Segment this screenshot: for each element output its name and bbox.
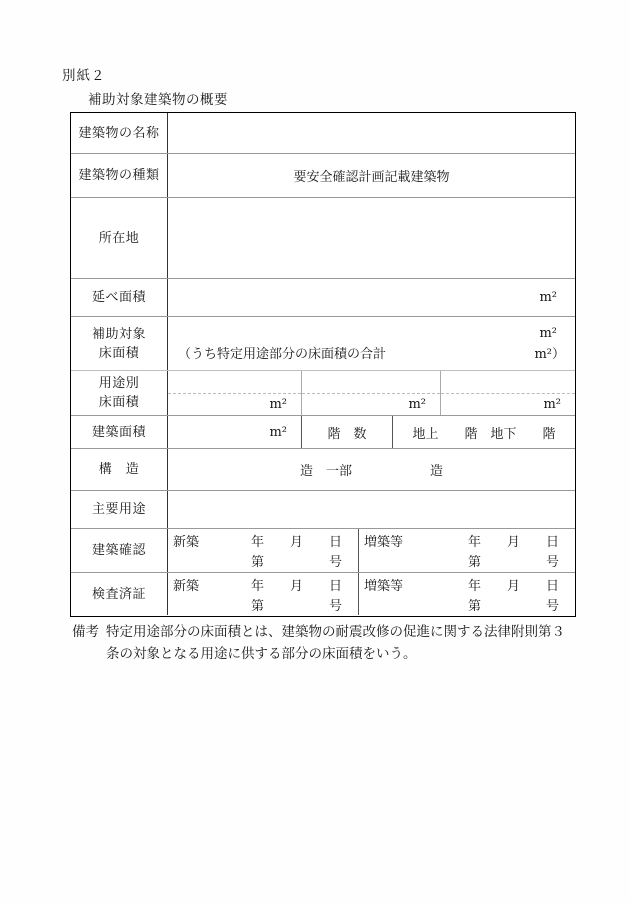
row-label-total-floor-area: 延べ面積 (71, 279, 168, 316)
inspection-extension (359, 573, 575, 615)
cell-floor-area-by-use (168, 371, 575, 415)
remarks-line-1: 特定用途部分の床面積とは、建築物の耐震改修の促進に関する法律附則第３ (106, 624, 565, 640)
row-building-area (71, 415, 575, 448)
month-label: 月 (289, 578, 303, 594)
row-structure (71, 448, 575, 490)
sqm-unit: m² (543, 396, 561, 412)
row-inspection-certificate (71, 572, 575, 615)
row-label-structure: 構 造 (71, 449, 168, 490)
day-label: 日 (328, 534, 342, 550)
remarks-line-2: 条の対象となる用途に供する部分の床面積をいう。 (106, 646, 417, 662)
building-summary-table (70, 112, 576, 617)
cell-building-name (168, 113, 575, 153)
row-building-name (71, 113, 575, 153)
sqm-unit: m² (408, 396, 426, 412)
year-label: 年 (467, 578, 481, 594)
inspection-new-construction (168, 573, 359, 615)
row-label-building-confirmation: 建築確認 (71, 529, 168, 572)
remarks-label: 備考 (72, 624, 99, 640)
month-label: 月 (506, 534, 520, 550)
new-construction-label: 新築 (173, 578, 200, 594)
extension-label: 増築等 (364, 578, 404, 594)
floors-above-below-label: 地上 階 地下 階 (412, 426, 556, 442)
year-label: 年 (250, 578, 264, 594)
extension-label: 増築等 (364, 534, 404, 550)
row-floor-area-by-use (71, 370, 575, 415)
row-label-inspection-certificate: 検査済証 (71, 573, 168, 615)
row-label-location: 所在地 (71, 198, 168, 278)
confirmation-extension (359, 529, 575, 572)
attachment-label: 別紙２ (62, 68, 106, 84)
number-prefix-label: 第 (250, 555, 264, 571)
day-label: 日 (545, 578, 559, 594)
number-prefix-label: 第 (250, 598, 264, 614)
sqm-unit: m² (539, 290, 557, 305)
use-column-2 (302, 371, 441, 415)
year-label: 年 (250, 534, 264, 550)
label-line1: 補助対象 (91, 326, 146, 342)
use-column-3 (441, 371, 575, 415)
number-suffix-label: 号 (545, 555, 559, 571)
row-label-building-name: 建築物の名称 (71, 113, 168, 153)
row-subsidized-floor-area (71, 316, 575, 370)
cell-building-type: 要安全確認計画記載建築物 (293, 170, 450, 185)
sqm-unit-paren: m²） (534, 346, 565, 362)
row-main-use (71, 490, 575, 528)
cell-building-area (168, 416, 575, 448)
cell-subsidized-floor-area (168, 317, 575, 370)
row-location (71, 197, 575, 278)
sqm-unit: m² (539, 325, 557, 341)
label-line2: 床面積 (98, 395, 140, 410)
use-column-1 (168, 371, 302, 415)
number-prefix-label: 第 (467, 555, 481, 571)
confirmation-new-construction (168, 529, 359, 572)
number-suffix-label: 号 (328, 598, 342, 614)
day-label: 日 (545, 534, 559, 550)
table-title: 補助対象建築物の概要 (88, 92, 228, 108)
month-label: 月 (289, 534, 303, 550)
cell-inspection-certificate (168, 573, 575, 615)
use-name-field-2 (302, 371, 440, 394)
year-label: 年 (467, 534, 481, 550)
cell-total-floor-area (168, 279, 575, 316)
month-label: 月 (506, 578, 520, 594)
number-suffix-label: 号 (545, 598, 559, 614)
specified-use-subtotal-text: （うち特定用途部分の床面積の合計 (178, 346, 387, 362)
cell-structure: 造 一部 造 (299, 464, 443, 479)
remarks-note (72, 621, 580, 665)
cell-main-use (168, 491, 575, 528)
label-line1: 用途別 (98, 376, 140, 391)
number-prefix-label: 第 (467, 598, 481, 614)
floors-count-label: 階 数 (302, 416, 393, 448)
day-label: 日 (328, 578, 342, 594)
remarks-text (106, 621, 580, 665)
use-name-field-3 (441, 371, 575, 394)
cell-location (168, 198, 575, 278)
cell-building-confirmation (168, 529, 575, 572)
new-construction-label: 新築 (173, 534, 200, 550)
label-line2: 床面積 (98, 345, 140, 361)
row-label-building-area: 建築面積 (71, 416, 168, 448)
use-name-field-1 (168, 371, 301, 394)
row-building-confirmation (71, 528, 575, 572)
row-label-building-type: 建築物の種類 (71, 154, 168, 197)
row-label-floor-area-by-use (71, 371, 168, 415)
row-total-floor-area (71, 278, 575, 316)
number-suffix-label: 号 (328, 555, 342, 571)
sqm-unit: m² (269, 424, 287, 440)
sqm-unit: m² (269, 396, 287, 412)
row-label-subsidized-floor-area (71, 317, 168, 370)
row-building-type (71, 153, 575, 197)
row-label-main-use: 主要用途 (71, 491, 168, 528)
